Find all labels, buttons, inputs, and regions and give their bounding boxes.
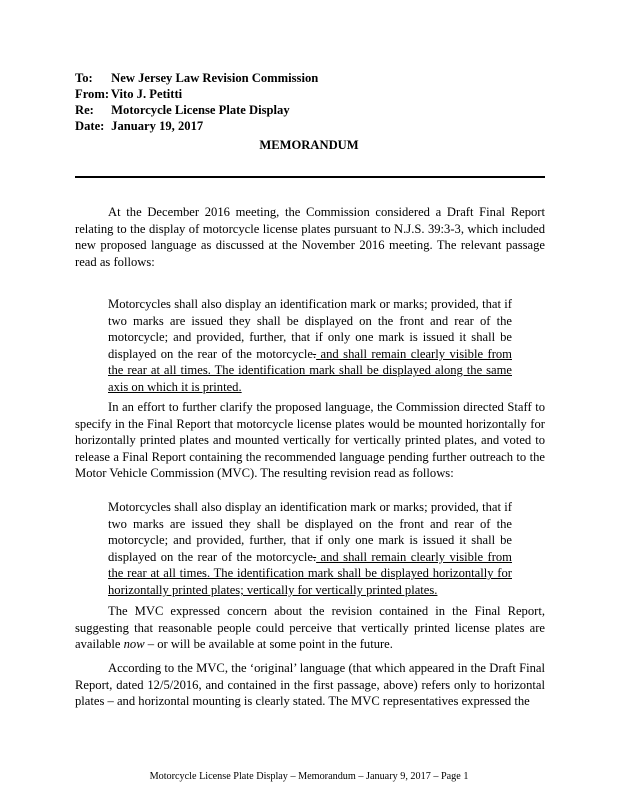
quote-2-text: Motorcycles shall also display an identification mark or marks; provided, that if two marks are issued they shall be displayed on the front and rear of the motorcycle; and provided, further, that if only one mark is issued it shall be displayed on the rear of the motorcycle — [108, 500, 512, 564]
header-divider — [75, 176, 545, 178]
quote-1-text: Motorcycles shall also display an identification mark or marks; provided, that if two marks are issued they shall be displayed on the front and rear of the motorcycle; and provided, further, that if only one mark is issued it shall be displayed on the rear of the motorcycle — [108, 297, 512, 361]
paragraph-4: According to the MVC, the ‘original’ language (that which appeared in the Draft Final Report, dated 12/5/2016, and contained in the first passage, above) refers only to horizontal plates – and horizontal mounting is clearly stated. The MVC representatives expressed the — [75, 661, 545, 709]
to-value: New Jersey Law Revision Commission — [111, 71, 319, 85]
page-footer: Motorcycle License Plate Display – Memorandum – January 9, 2017 – Page 1 — [149, 771, 469, 782]
paragraph-2: In an effort to further clarify the proposed language, the Commission directed Staff to specify in the Final Report that motorcycle license plates would be mounted horizontally for horizontally printed plates and mounted vertically for vertically printed plates, and voted to release a Final Report containing the recommended language pending further outreach to the Motor Vehicle Commission (MVC). The resulting revision read as follows: — [75, 400, 545, 481]
to-line — [75, 70, 318, 86]
re-line — [75, 102, 290, 118]
quote-2-inserted: and shall remain clearly visible from the rear at all times. The identification mark shall be displayed horizontally for horizontally printed plates; vertically for vertically printed plates. — [108, 549, 512, 597]
quote-2-struck: . — [312, 549, 317, 564]
quote-1-inserted: and shall remain clearly visible from the rear at all times. The identification mark shall be displayed along the same axis on which it is printed. — [108, 346, 512, 394]
paragraph-1: At the December 2016 meeting, the Commission considered a Draft Final Report relating to the display of motorcycle license plates pursuant to N.J.S. 39:3-3, which included new proposed language as discussed at the November 2016 meeting. The relevant passage read as follows: — [75, 205, 545, 269]
from-line — [75, 86, 182, 102]
re-label: Re: — [75, 103, 94, 117]
paragraph-3-text-a: The MVC expressed concern about the revision contained in the Final Report, suggesting that reasonable people could perceive that vertically printed license plates are available — [75, 604, 545, 652]
paragraph-3 — [75, 603, 545, 653]
from-label: From: — [75, 87, 110, 101]
date-label: Date: — [75, 119, 105, 133]
memo-title: MEMORANDUM — [259, 138, 359, 152]
from-value: Vito J. Petitti — [110, 87, 183, 101]
quote-1 — [108, 296, 512, 396]
paragraph-3-text-b: – or will be available at some point in the future. — [144, 637, 393, 652]
date-line — [75, 118, 203, 134]
date-value: January 19, 2017 — [111, 119, 204, 133]
quote-2 — [108, 499, 512, 599]
to-label: To: — [75, 71, 93, 85]
paragraph-3-emphasis: now — [123, 637, 145, 652]
re-value: Motorcycle License Plate Display — [111, 103, 290, 117]
quote-1-struck: . — [312, 346, 317, 361]
